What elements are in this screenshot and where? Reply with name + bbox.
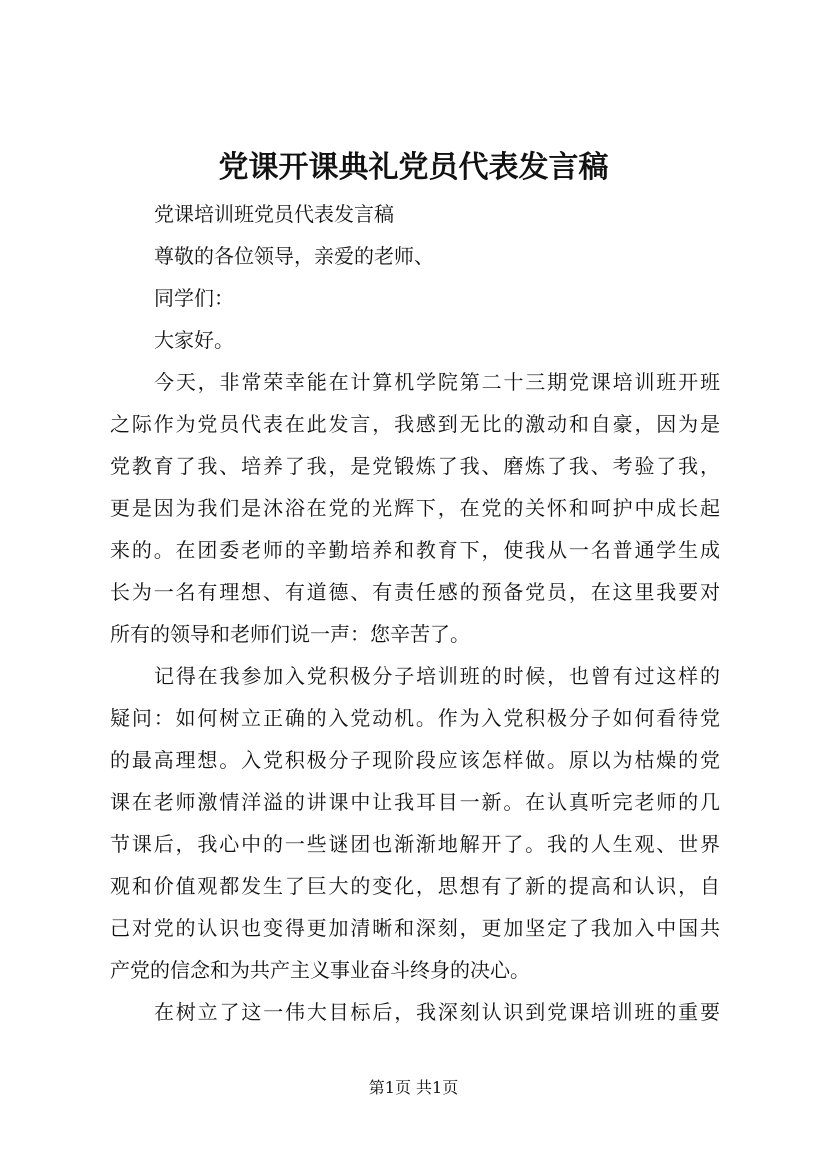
paragraph-line: 在树立了这一伟大目标后，我深刻认识到党课培训班的重要 bbox=[154, 1000, 720, 1024]
paragraph-line: 长为一名有理想、有道德、有责任感的预备党员，在这里我要对 bbox=[110, 580, 720, 604]
paragraph-line: 更是因为我们是沐浴在党的光辉下，在党的关怀和呵护中成长起 bbox=[110, 496, 720, 520]
paragraph-line: 所有的领导和老师们说一声：您辛苦了。 bbox=[110, 622, 470, 646]
paragraph-line: 疑问：如何树立正确的入党动机。作为入党积极分子如何看待党 bbox=[110, 706, 720, 730]
paragraph-line: 来的。在团委老师的辛勤培养和教育下，使我从一名普通学生成 bbox=[110, 538, 720, 562]
opening-line: 党课培训班党员代表发言稿 bbox=[154, 202, 394, 226]
paragraph-line: 党教育了我、培养了我，是党锻炼了我、磨炼了我、考验了我， bbox=[110, 454, 720, 478]
paragraph-line: 之际作为党员代表在此发言，我感到无比的激动和自豪，因为是 bbox=[110, 412, 720, 436]
document-title: 党课开课典礼党员代表发言稿 bbox=[218, 150, 609, 185]
page-footer: 第1页 共1页 bbox=[368, 1078, 459, 1097]
paragraph-line: 产党的信念和为共产主义事业奋斗终身的决心。 bbox=[110, 958, 530, 982]
paragraph-line: 的最高理想。入党积极分子现阶段应该怎样做。原以为枯燥的党 bbox=[110, 748, 720, 772]
greeting-line: 尊敬的各位领导，亲爱的老师、 bbox=[154, 244, 434, 268]
paragraph-line: 课在老师激情洋溢的讲课中让我耳目一新。在认真听完老师的几 bbox=[110, 790, 720, 814]
greeting-line: 大家好。 bbox=[154, 328, 234, 352]
greeting-line: 同学们： bbox=[154, 286, 234, 310]
paragraph-line: 节课后，我心中的一些谜团也渐渐地解开了。我的人生观、世界 bbox=[110, 832, 720, 856]
paragraph-line: 记得在我参加入党积极分子培训班的时候，也曾有过这样的 bbox=[154, 664, 720, 688]
paragraph-line: 今天，非常荣幸能在计算机学院第二十三期党课培训班开班 bbox=[154, 370, 720, 394]
paragraph-line: 观和价值观都发生了巨大的变化，思想有了新的提高和认识，自 bbox=[110, 874, 720, 898]
paragraph-line: 己对党的认识也变得更加清晰和深刻，更加坚定了我加入中国共 bbox=[110, 916, 720, 940]
